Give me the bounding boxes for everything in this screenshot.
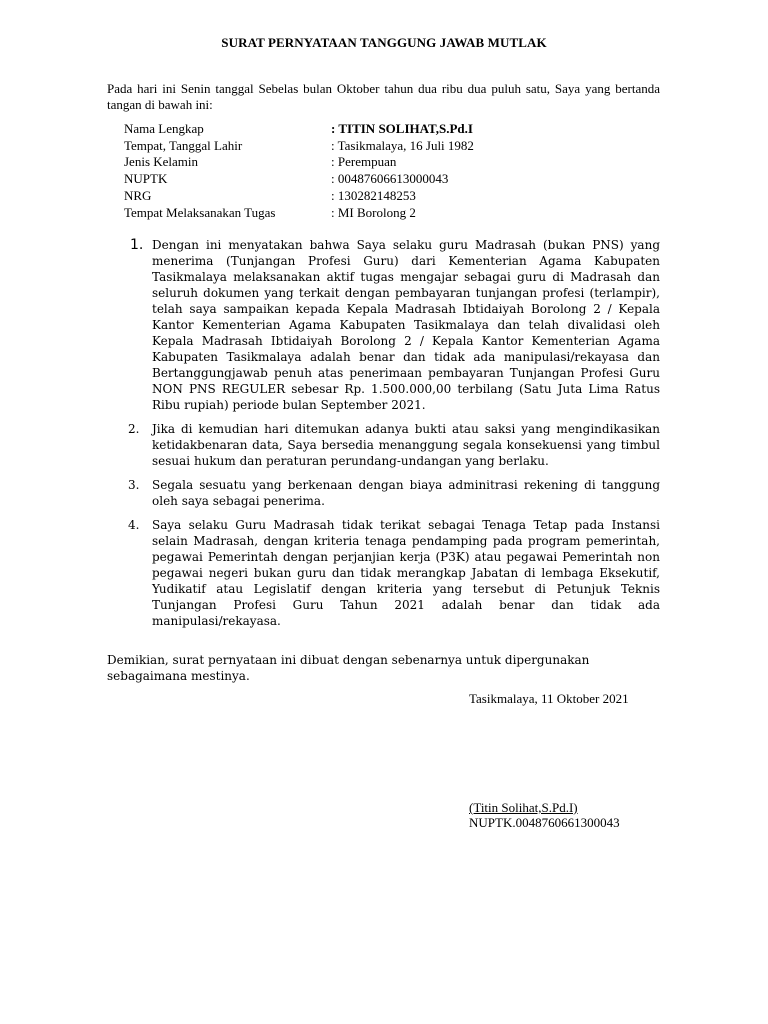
statement-text: Saya selaku Guru Madrasah tidak terikat sebagai Tenaga Tetap pada Instansi selain Madrasah, dengan kriteria tenaga pendamping pada program pemerintah, pegawai Pemerintah dengan perjanjian kerja (P3K) atau pegawai Pemerintah non pegawai negeri bukan guru dan tidak merangkap Jabatan di lembaga Eksekutif, Yudikatif atau Legislatif dengan kriteria yang tersebut di Petunjuk Teknis Tunjangan Profesi Guru Tahun 2021 adalah benar dan tidak ada manipulasi/rekayasa. [152, 518, 660, 628]
statement-text: Segala sesuatu yang berkenaan dengan biaya adminitrasi rekening di tanggung oleh saya sebagai penerima. [152, 478, 660, 508]
identity-label: NRG [124, 187, 152, 203]
closing-text: Demikian, surat pernyataan ini dibuat dengan sebenarnya untuk dipergunakan sebagaimana mestinya. [107, 653, 590, 683]
identity-row [124, 154, 474, 171]
identity-row [124, 188, 474, 205]
statement-number: 3. [128, 478, 140, 492]
identity-label: NUPTK [124, 171, 168, 187]
statement-text: Jika di kemudian hari ditemukan adanya bukti atau saksi yang mengindikasikan ketidakbenaran data, Saya bersedia menanggung segala konsekuensi yang timbul sesuai hukum dan peraturan perundang-undangan yang berlaku. [152, 422, 660, 468]
document-title: SURAT PERNYATAAN TANGGUNG JAWAB MUTLAK [221, 35, 547, 50]
statement-item [125, 237, 660, 413]
statement-number: 4. [128, 518, 140, 532]
statement-number: 2. [128, 422, 140, 436]
statement-list [125, 237, 660, 629]
identity-label: Tempat Melaksanakan Tugas [124, 204, 276, 220]
statement-item [125, 477, 660, 509]
intro-paragraph [107, 81, 660, 113]
identity-value: : Perempuan [331, 154, 397, 170]
signature-nuptk: NUPTK.0048760661300043 [469, 815, 620, 830]
full-name-value: : TITIN SOLIHAT,S.Pd.I [331, 121, 473, 136]
identity-label: Tempat, Tanggal Lahir [124, 137, 243, 153]
identity-value [331, 121, 474, 138]
identity-label: Nama Lengkap [124, 121, 204, 136]
identity-value: : 00487606613000043 [331, 171, 449, 187]
intro-text: Pada hari ini Senin tanggal Sebelas bulan Oktober tahun dua ribu dua puluh satu, Saya yang bertanda tangan di bawah ini: [107, 81, 660, 112]
statement-item [125, 421, 660, 469]
identity-row [124, 171, 474, 188]
identity-row [124, 121, 474, 138]
identity-table [124, 121, 474, 221]
identity-row [124, 205, 474, 222]
identity-label: Jenis Kelamin [124, 154, 199, 170]
statement-number: 1. [130, 237, 144, 253]
signature-name: (Titin Solihat,S.Pd.I) [469, 800, 578, 815]
identity-row [124, 138, 474, 155]
identity-value: : 130282148253 [331, 187, 416, 203]
place-date: Tasikmalaya, 11 Oktober 2021 [469, 691, 629, 706]
statement-item [125, 517, 660, 629]
identity-value: : Tasikmalaya, 16 Juli 1982 [331, 137, 474, 153]
statement-text: Dengan ini menyatakan bahwa Saya selaku guru Madrasah (bukan PNS) yang menerima (Tunjangan Profesi Guru) dari Kementerian Agama Kabupaten Tasikmalaya melaksanakan aktif tugas mengajar sebagai guru di Madrasah dan seluruh dokumen yang terkait dengan pembayaran tunjangan profesi (terlampir), telah saya sampaikan kepada Kepala Madrasah Ibtidaiyah Borolong 2 / Kepala Kantor Kementerian Agama Kabupaten Tasikmalaya dan telah divalidasi oleh Kepala Madrasah Ibtidaiyah Borolong 2 / Kepala Kantor Kementerian Agama Kabupaten Tasikmalaya adalah benar dan tidak ada manipulasi/rekayasa dan Bertanggungjawab penuh atas penerimaan pembayaran Tunjangan Profesi Guru NON PNS REGULER sebesar Rp. 1.500.000,00 terbilang (Satu Juta Lima Ratus Ribu rupiah) periode bulan September 2021. [152, 238, 660, 412]
closing-paragraph [107, 652, 667, 684]
identity-value: : MI Borolong 2 [331, 204, 416, 220]
